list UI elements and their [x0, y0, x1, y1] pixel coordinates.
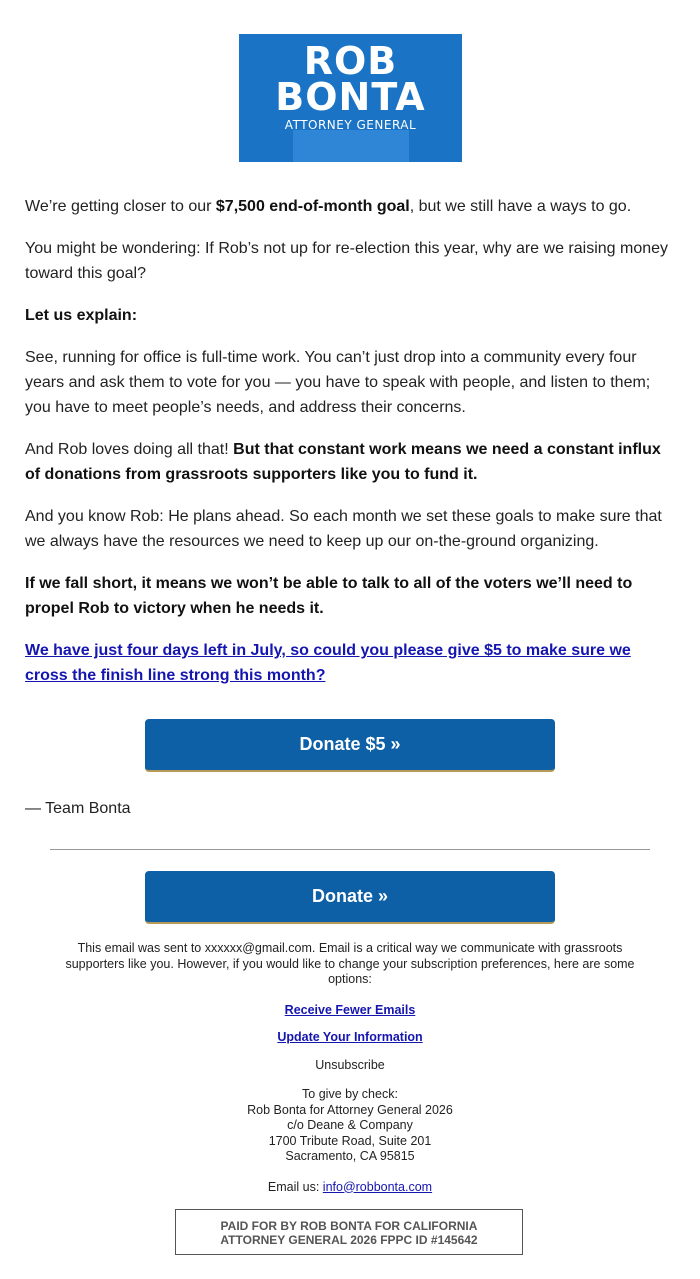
- unsubscribe-link[interactable]: Unsubscribe: [315, 1057, 385, 1072]
- donate-5-button[interactable]: Donate $5 »: [145, 719, 555, 772]
- paid-for-disclaimer: [175, 1209, 523, 1255]
- paid-for-line-2: ATTORNEY GENERAL 2026 FPPC ID #145642: [220, 1233, 478, 1247]
- logo-underline-shade: [293, 130, 409, 162]
- logo-line-title: ATTORNEY GENERAL: [284, 118, 417, 132]
- goal-amount: $7,500 end-of-month goal: [215, 198, 410, 215]
- paragraph-full-time-work: See, running for office is full-time work. You can’t just drop into a community every four years and ask them to vote for you — you have to speak with people, and listen to them; you have to meet people’s needs, and address their concerns.: [25, 349, 651, 416]
- update-information-link[interactable]: Update Your Information: [277, 1030, 423, 1044]
- subscription-notice: This email was sent to xxxxxx@gmail.com. Email is a critical way we communicate with grassroots supporters like you. However, if you would like to change your subscription preferences, here are some options:: [65, 941, 635, 986]
- email-us-label: Email us:: [267, 1179, 323, 1194]
- goal-text-post: , but we still have a ways to go.: [409, 198, 632, 215]
- email-body: [25, 194, 677, 705]
- signature: — Team Bonta: [25, 800, 131, 817]
- donate-button[interactable]: Donate »: [145, 871, 555, 924]
- paid-for-line-1: PAID FOR BY ROB BONTA FOR CALIFORNIA: [220, 1219, 478, 1233]
- check-address-line-2: c/o Deane & Company: [287, 1118, 413, 1132]
- paragraph-fall-short: [25, 571, 677, 621]
- donate-cta-link[interactable]: We have just four days left in July, so could you please give $5 to make sure we cross the finish line strong this month?: [25, 642, 631, 684]
- receive-fewer-emails-link[interactable]: Receive Fewer Emails: [284, 1002, 416, 1017]
- paragraph-constant-work: [25, 437, 677, 487]
- footer: [50, 941, 650, 1195]
- email-us-row: [50, 1180, 650, 1196]
- logo-line-bonta: BONTA: [275, 75, 426, 119]
- paragraph-wondering: You might be wondering: If Rob’s not up for re-election this year, why are we raising money toward this goal?: [25, 240, 669, 282]
- paragraph-cta: [25, 638, 677, 688]
- check-address-line-1: Rob Bonta for Attorney General 2026: [247, 1102, 453, 1117]
- check-heading: To give by check:: [302, 1087, 398, 1101]
- constant-work-pre: And Rob loves doing all that!: [25, 441, 234, 458]
- paragraph-plans-ahead: And you know Rob: He plans ahead. So each month we set these goals to make sure that we always have the resources we need to keep up our on-the-ground organizing.: [25, 508, 662, 550]
- fall-short-bold: If we fall short, it means we won’t be able to talk to all of the voters we’ll need to propel Rob to victory when he needs it.: [25, 575, 633, 617]
- explain-heading: Let us explain:: [25, 307, 138, 324]
- paragraph-goal: [25, 194, 677, 219]
- check-address-line-4: Sacramento, CA 95815: [285, 1149, 415, 1163]
- divider: [50, 849, 650, 850]
- rob-bonta-logo: [239, 34, 462, 162]
- paragraph-explain-heading: [25, 303, 677, 328]
- constant-work-bold: But that constant work means we need a constant influx of donations from grassroots supporters like you to fund it.: [25, 441, 661, 483]
- email-us-link[interactable]: info@robbonta.com: [322, 1179, 433, 1194]
- goal-text-pre: We’re getting closer to our: [25, 198, 216, 215]
- logo-line-rob: ROB: [303, 39, 398, 83]
- check-address-line-3: 1700 Tribute Road, Suite 201: [268, 1133, 432, 1148]
